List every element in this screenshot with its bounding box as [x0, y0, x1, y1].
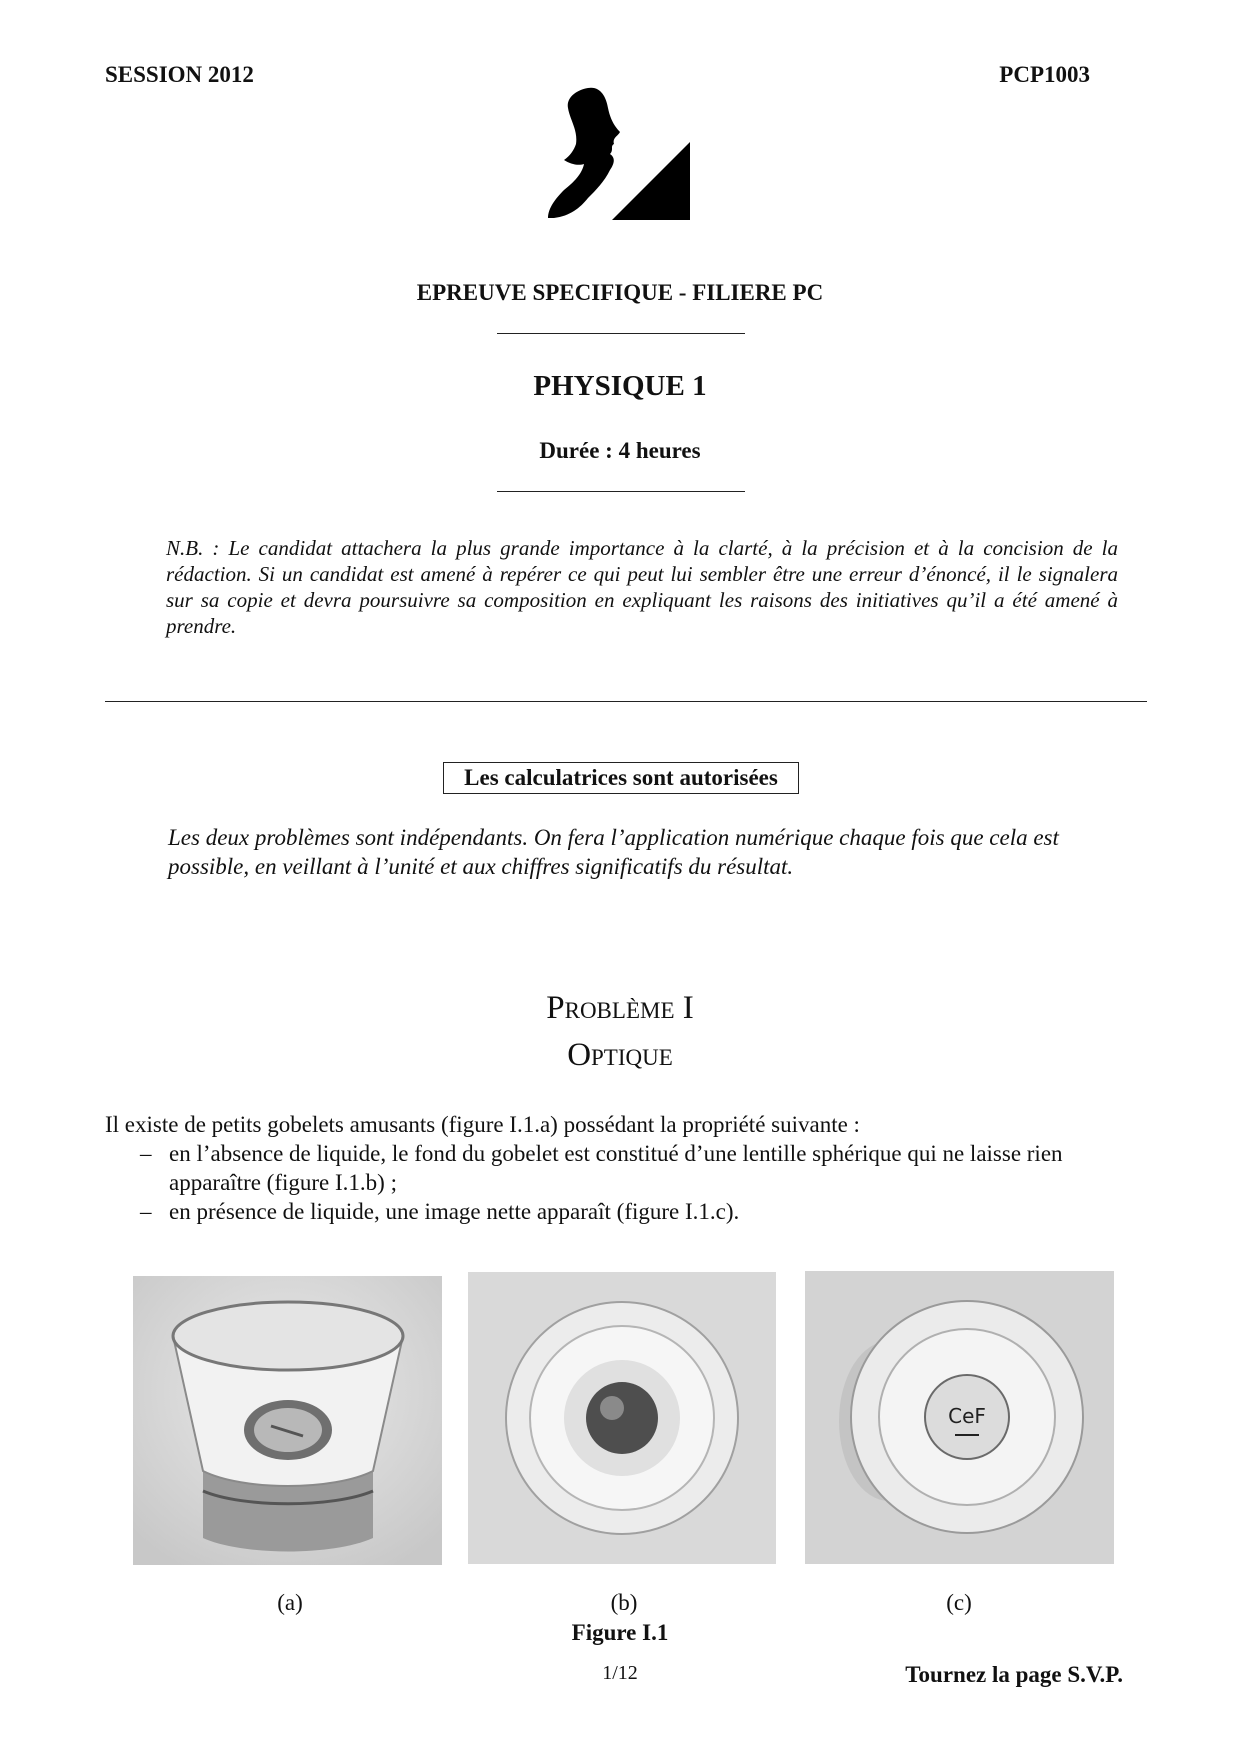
- session-label: SESSION 2012: [105, 62, 254, 87]
- divider: [497, 491, 745, 492]
- calculator-notice: Les calculatrices sont autorisées: [443, 762, 799, 794]
- list-item: – en présence de liquide, une image nette apparaît (figure I.1.c).: [140, 1199, 740, 1224]
- figure-caption-c: (c): [946, 1590, 972, 1615]
- section-divider: [105, 701, 1147, 702]
- problem-statement: [105, 1110, 1145, 1226]
- duration: Durée : 4 heures: [539, 438, 701, 463]
- exam-code: PCP1003: [999, 62, 1090, 87]
- page-title: PHYSIQUE 1: [533, 370, 707, 402]
- figure-caption-b: (b): [610, 1590, 638, 1615]
- instructions: Les deux problèmes sont indépendants. On fera l’application numérique chaque fois que cela est possible, en veillant à l’unité et aux chiffres significatifs du résultat.: [168, 825, 1059, 879]
- page-number: 1/12: [602, 1662, 638, 1684]
- figure-photo-b: [468, 1272, 776, 1564]
- figure-photo-a: [133, 1276, 442, 1565]
- property-list: [105, 1139, 1145, 1226]
- figure-photo-c: [805, 1271, 1114, 1564]
- figure-caption-a: (a): [277, 1590, 303, 1615]
- turn-page-note: Tournez la page S.V.P.: [905, 1662, 1123, 1687]
- nb-notice: N.B. : Le candidat attachera la plus grande importance à la clarté, à la précision et à la concision de la rédaction. Si un candidat est amené à repérer ce qui peut lui sembler être une erreur d’énoncé, il le signalera sur sa copie et devra poursuivre sa composition en expliquant les raisons des initiatives qu’il a été amené à prendre.: [166, 536, 1118, 638]
- problem-subtitle: Optique: [567, 1037, 673, 1073]
- photo-handwriting: CeF: [948, 1404, 986, 1428]
- divider: [497, 333, 745, 334]
- problem-title: Problème I: [546, 990, 694, 1026]
- list-item: – en l’absence de liquide, le fond du gobelet est constitué d’une lentille sphérique qui ne laisse rien apparaître (figure I.1.b) ;: [140, 1141, 1063, 1195]
- figure-title: Figure I.1: [571, 1620, 669, 1645]
- lead-paragraph: Il existe de petits gobelets amusants (figure I.1.a) possédant la propriété suivante :: [105, 1112, 860, 1137]
- profile-logo-icon: [548, 86, 694, 220]
- exam-type: EPREUVE SPECIFIQUE - FILIERE PC: [416, 280, 824, 305]
